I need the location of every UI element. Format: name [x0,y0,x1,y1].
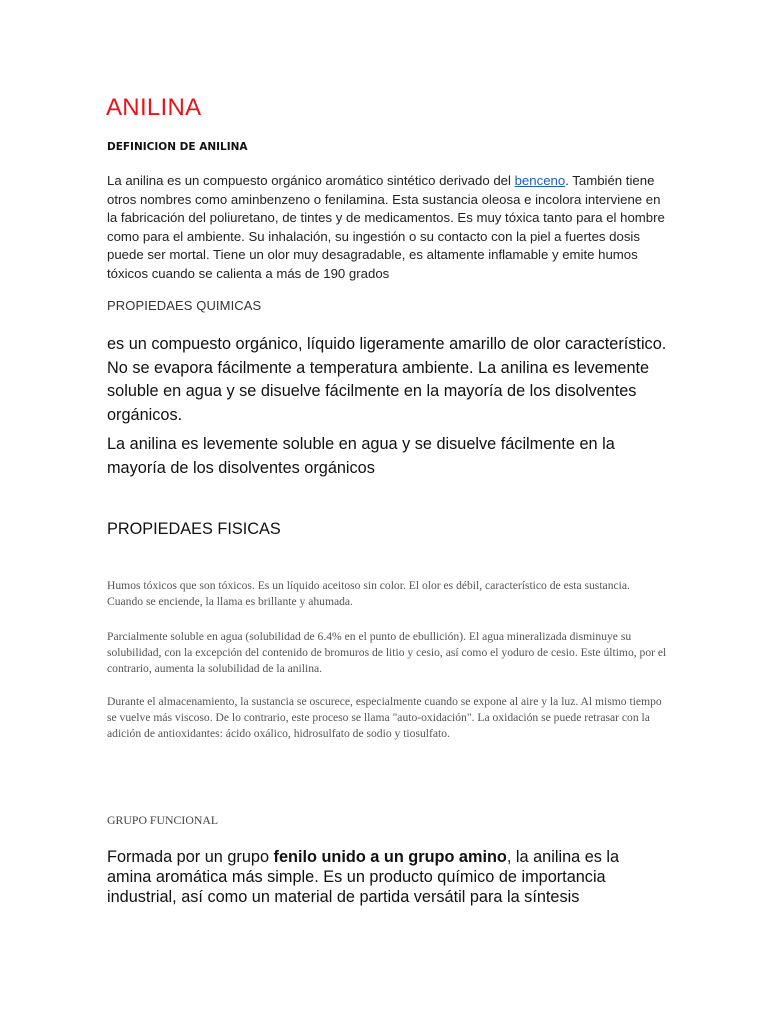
intro-text-end: . También tiene otros nombres como aminbenzeno o fenilamina. Esta sustancia oleosa e incolora interviene en la fabricación del poliuretano, de tintes y de medicamentos. Es muy tóxica tanto para el hombre como para el ambiente. Su inhalación, su ingestión o su contacto con la piel a fuertes dosis puede ser mortal. Tiene un olor muy desagradable, es altamente inflamable y emite humos tóxicos cuando se calienta a más de 190 grados [107,173,665,281]
quimicas-paragraph-1: es un compuesto orgánico, líquido ligeramente amarillo de olor característico. No se evapora fácilmente a temperatura ambiente. La anilina es levemente soluble en agua y se disuelve fácilmente en la mayoría de los disolventes orgánicos. [107,335,667,424]
intro-paragraph [107,172,667,284]
fisicas-paragraph-1: Humos tóxicos que son tóxicos. Es un líquido aceitoso sin color. El olor es débil, característico de esta sustancia. Cuando se enciende, la llama es brillante y ahumada. [107,579,630,609]
grupo-text-end: , la anilina es la amina aromática más simple. Es un producto químico de importancia industrial, así como un material de partida versátil para la síntesis [107,848,620,906]
grupo-paragraph [107,847,667,907]
benceno-link[interactable]: benceno [514,173,566,188]
section-heading-grupo: GRUPO FUNCIONAL [107,813,219,827]
document-title: ANILINA [106,94,202,121]
section-heading-fisicas: PROPIEDAES FISICAS [107,520,281,538]
definition-heading: DEFINICION DE ANILINA [107,141,248,153]
section-heading-quimicas: PROPIEDAES QUIMICAS [107,298,262,313]
fisicas-paragraph-2: Parcialmente soluble en agua (solubilidad de 6.4% en el punto de ebullición). El agua mineralizada disminuye su solubilidad, con la excepción del contenido de bromuros de litio y cesio, así como el yoduro de cesio. Este último, por el contrario, aumenta la solubilidad de la anilina. [107,630,667,676]
fisicas-paragraph-3: Durante el almacenamiento, la sustancia se oscurece, especialmente cuando se expone al aire y la luz. Al mismo tiempo se vuelve más viscoso. De lo contrario, este proceso se llama "auto-oxidación". La oxidación se puede retrasar con la adición de antioxidantes: ácido oxálico, hidrosulfato de sodio y tiosulfato. [107,695,662,741]
grupo-bold-text: fenilo unido a un grupo amino [273,848,507,866]
grupo-text-start: Formada por un grupo [107,848,274,866]
quimicas-paragraph-2: La anilina es levemente soluble en agua y se disuelve fácilmente en la mayoría de los disolventes orgánicos [107,435,615,477]
intro-text-start: La anilina es un compuesto orgánico aromático sintético derivado del [107,173,515,188]
